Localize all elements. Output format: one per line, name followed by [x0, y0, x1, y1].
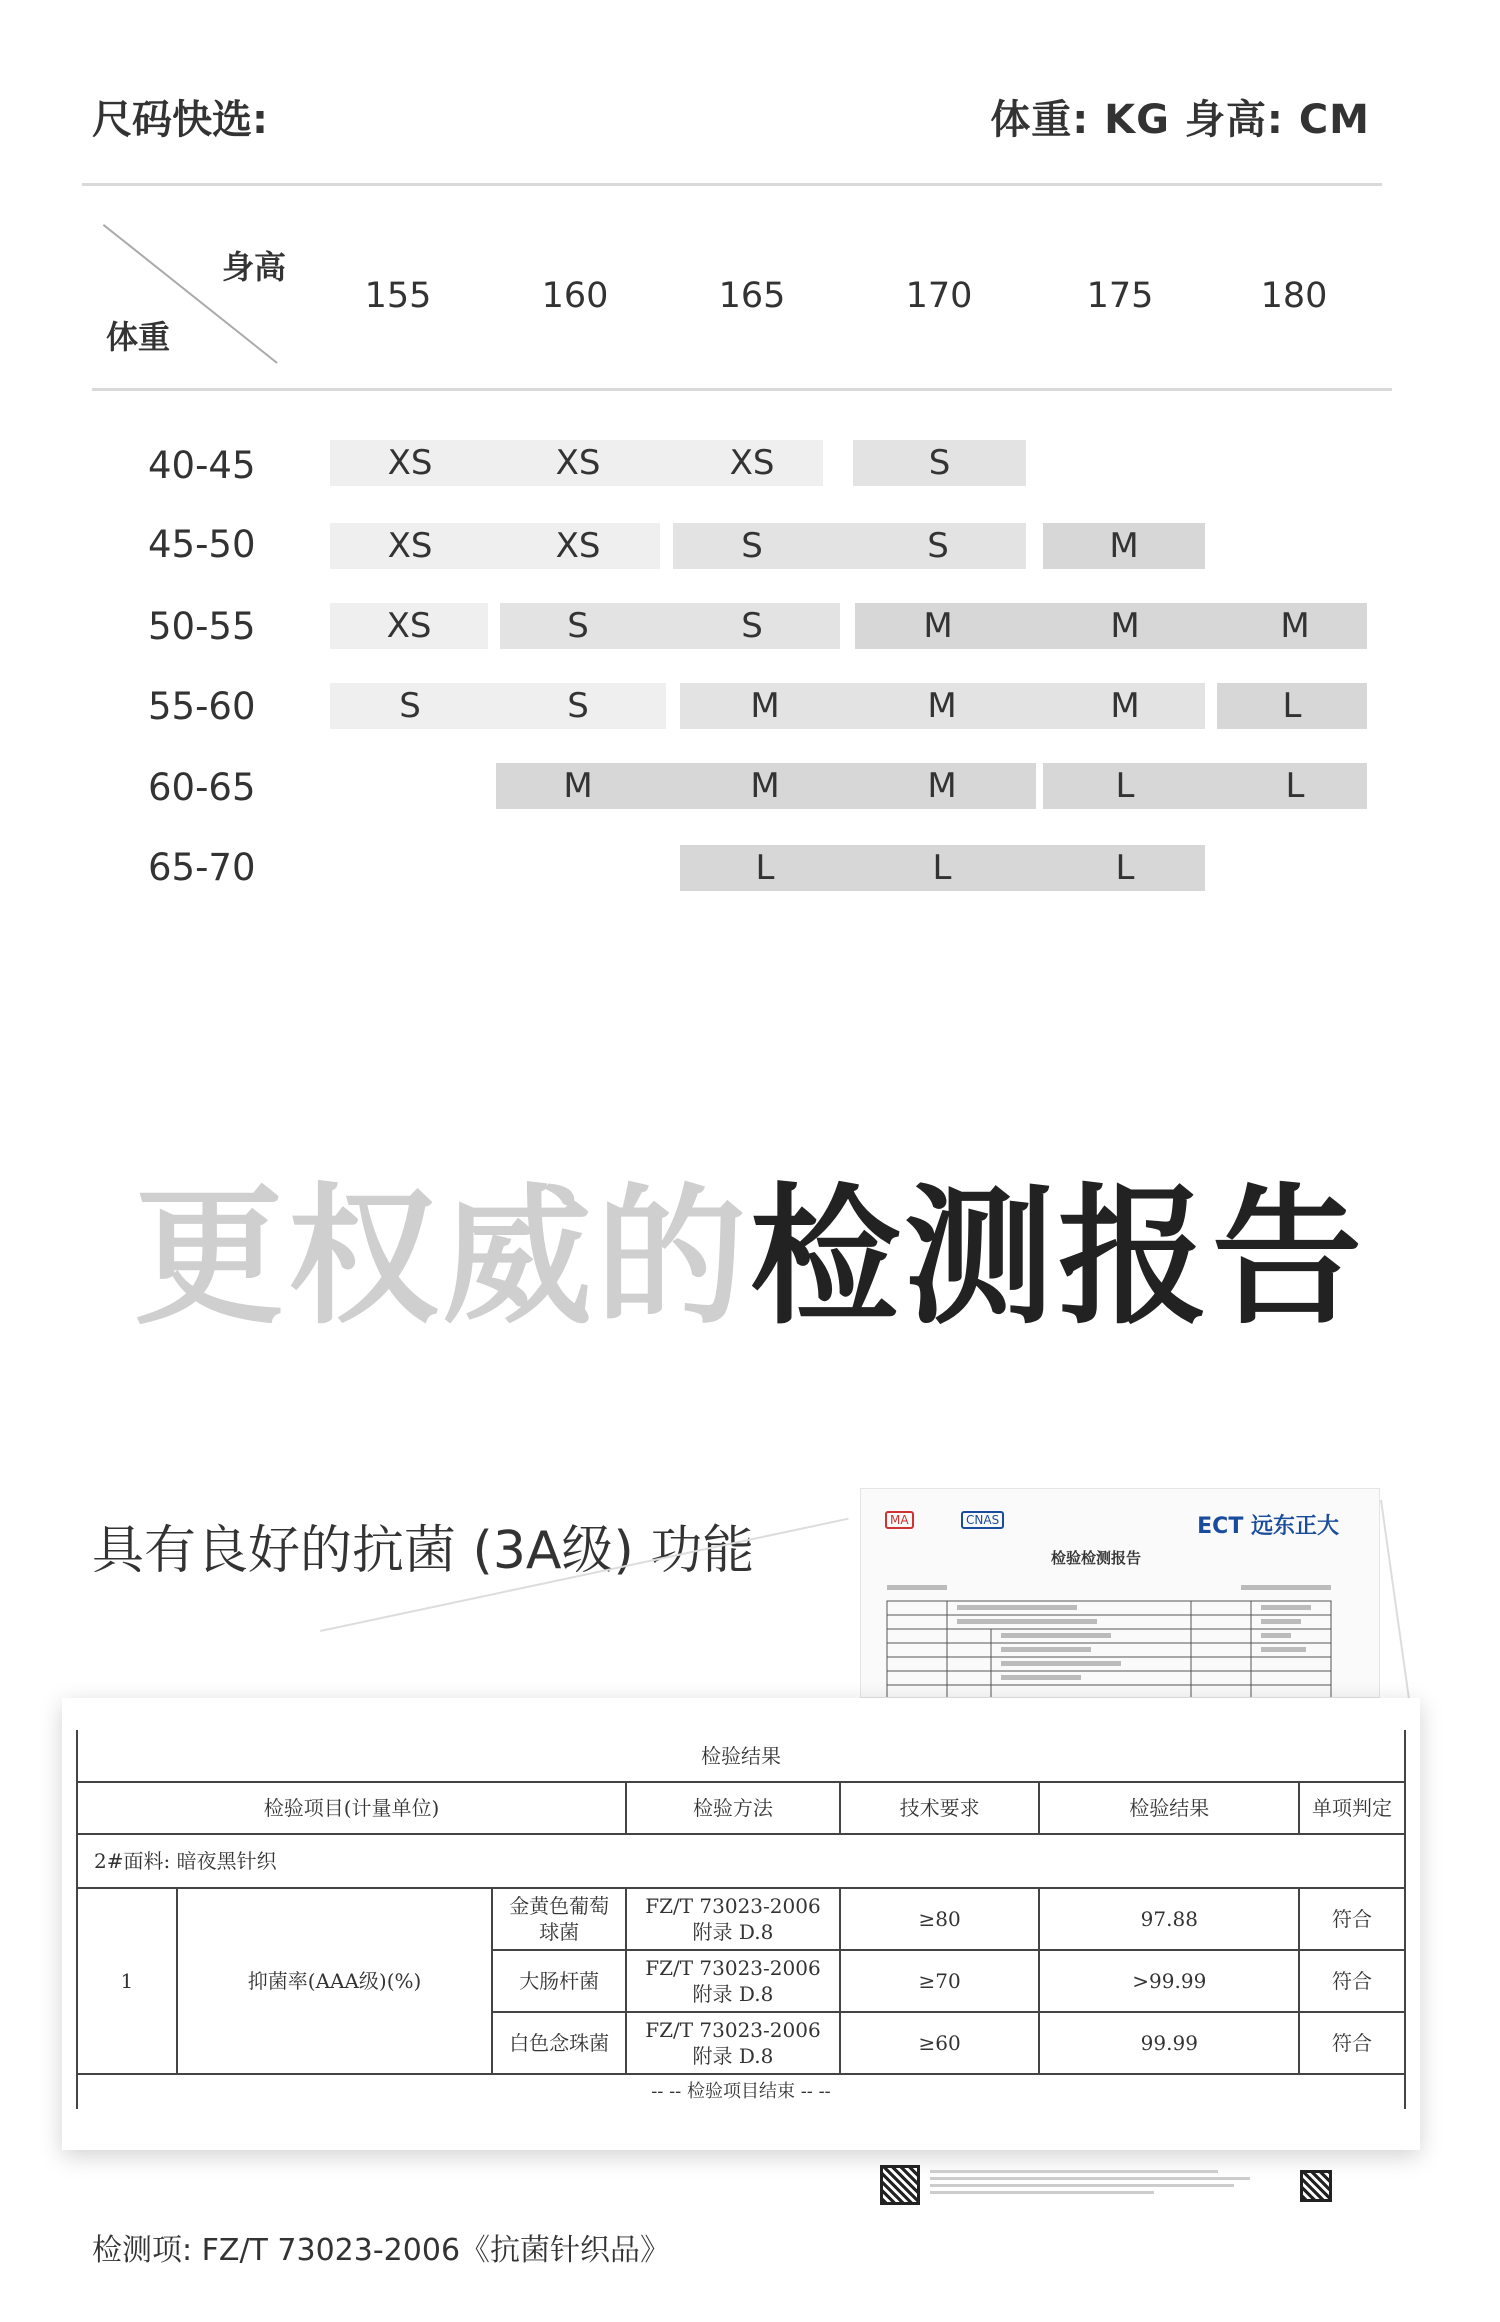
- size-cell: M: [927, 766, 957, 806]
- size-cell: S: [927, 526, 949, 566]
- method: FZ/T 73023-2006 附录 D.8: [626, 2012, 840, 2074]
- size-cell: L: [1115, 766, 1135, 806]
- column-header: 技术要求: [840, 1782, 1040, 1834]
- size-cell: M: [1110, 686, 1140, 726]
- method: FZ/T 73023-2006 附录 D.8: [626, 1888, 840, 1950]
- height-header: 170: [905, 276, 973, 316]
- size-cell: L: [755, 848, 775, 888]
- size-cell: M: [923, 606, 953, 646]
- height-header: 165: [718, 276, 786, 316]
- size-cell: S: [399, 686, 421, 726]
- report-card: [62, 1698, 1420, 2150]
- height-header: 175: [1086, 276, 1154, 316]
- size-cell: S: [741, 606, 763, 646]
- column-header: 单项判定: [1299, 1782, 1405, 1834]
- height-header: 160: [541, 276, 609, 316]
- requirement: ≥70: [840, 1950, 1040, 2012]
- size-cell: XS: [729, 443, 775, 483]
- item-name: 抑菌率(AAA级)(%): [177, 1888, 492, 2074]
- report-results-table: [76, 1730, 1406, 2109]
- size-cell: L: [1217, 683, 1367, 729]
- size-cell: M: [1110, 606, 1140, 646]
- size-cell: M: [750, 766, 780, 806]
- size-cell: M: [1280, 606, 1310, 646]
- feature-text: 具有良好的抗菌 (3A级) 功能: [92, 1521, 755, 1581]
- item-number: 1: [77, 1888, 177, 2074]
- section-label: 2#面料: 暗夜黑针织: [77, 1834, 1405, 1888]
- result: 97.88: [1039, 1888, 1299, 1950]
- test-standard-footer: 检测项: FZ/T 73023-2006《抗菌针织品》: [92, 2233, 671, 2268]
- weight-label: 45-50: [148, 523, 256, 566]
- weight-label: 60-65: [148, 766, 256, 809]
- organism: 金黄色葡萄球菌: [492, 1888, 626, 1950]
- size-cell: XS: [555, 526, 601, 566]
- table-end-note: -- -- 检验项目结束 -- --: [77, 2074, 1405, 2109]
- size-cell: XS: [330, 603, 488, 649]
- headline-part-2: 检测报告: [750, 1171, 1367, 1345]
- size-cell: L: [932, 848, 952, 888]
- weight-label: 55-60: [148, 685, 256, 728]
- verdict: 符合: [1299, 1888, 1405, 1950]
- qr-code-icon: [880, 2165, 920, 2205]
- corner-height-label: 身高: [222, 248, 287, 286]
- size-cell: XS: [555, 443, 601, 483]
- brand-logo: ECT 远东正大: [1197, 1514, 1339, 1539]
- report-preview-table-lines: [861, 1489, 1380, 1698]
- size-cell: S: [567, 686, 589, 726]
- size-cell: XS: [387, 443, 433, 483]
- divider: [82, 183, 1382, 186]
- weight-label: 50-55: [148, 605, 256, 648]
- cnas-logo-icon: CNAS: [961, 1511, 1004, 1529]
- size-cell: S: [567, 606, 589, 646]
- headline: [0, 1171, 1500, 1345]
- column-header: 检验结果: [1039, 1782, 1299, 1834]
- decorative-line: [1380, 1500, 1411, 1708]
- height-header: 155: [364, 276, 432, 316]
- organism: 白色念珠菌: [492, 2012, 626, 2074]
- report-title: 检验检测报告: [1051, 1549, 1142, 1567]
- verdict: 符合: [1299, 2012, 1405, 2074]
- headline-part-1: 更权威的: [133, 1171, 750, 1345]
- table-caption: 检验结果: [77, 1730, 1405, 1782]
- requirement: ≥80: [840, 1888, 1040, 1950]
- qr-code-icon: [1300, 2170, 1332, 2202]
- fine-print: [930, 2166, 1250, 2200]
- cma-logo-icon: MA: [885, 1511, 914, 1529]
- size-cell: S: [741, 526, 763, 566]
- size-chart-title: 尺码快选:: [92, 97, 268, 143]
- report-preview: [860, 1488, 1380, 1698]
- size-cell: S: [853, 440, 1026, 486]
- height-header: 180: [1260, 276, 1328, 316]
- column-header: 检验项目(计量单位): [77, 1782, 626, 1834]
- divider: [92, 388, 1392, 391]
- column-header: 检验方法: [626, 1782, 840, 1834]
- size-cell: M: [750, 686, 780, 726]
- weight-label: 65-70: [148, 846, 256, 889]
- corner-weight-label: 体重: [106, 318, 171, 356]
- size-cell: L: [1115, 848, 1135, 888]
- size-chart-units: 体重: KG 身高: CM: [990, 97, 1370, 143]
- size-cell: M: [563, 766, 593, 806]
- size-cell: M: [927, 686, 957, 726]
- weight-label: 40-45: [148, 444, 256, 487]
- method: FZ/T 73023-2006 附录 D.8: [626, 1950, 840, 2012]
- result: >99.99: [1039, 1950, 1299, 2012]
- result: 99.99: [1039, 2012, 1299, 2074]
- requirement: ≥60: [840, 2012, 1040, 2074]
- size-cell: M: [1043, 523, 1205, 569]
- organism: 大肠杆菌: [492, 1950, 626, 2012]
- verdict: 符合: [1299, 1950, 1405, 2012]
- size-cell: L: [1285, 766, 1305, 806]
- size-cell: XS: [387, 526, 433, 566]
